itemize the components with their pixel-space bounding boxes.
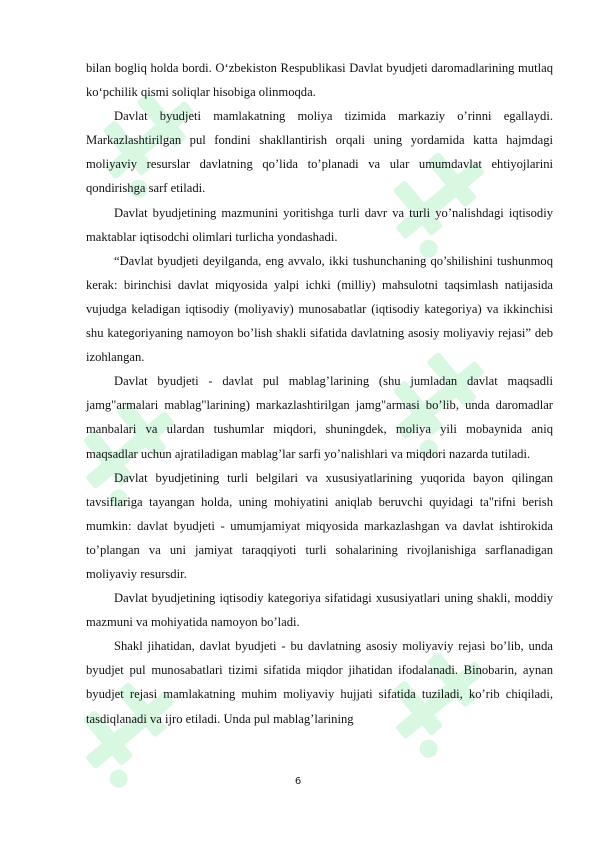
paragraph: Davlat byudjetining iqtisodiy kategoriya sifatidagi xususiyatlari uning shakli, moddiy mazmuni va mohiyatida namoyon bo’ladi.: [86, 591, 553, 630]
page-number: 6: [294, 776, 302, 787]
paragraph: “Davlat byudjeti deyilganda, eng avvalo, ikki tushunchaning qo’shilishini tushunmoq kerak: birinchisi davlat miqyosida yalpi ichki (milliy) mahsulotni taqsimlash natijasida vujudga keladigan iqtisodiy (moliyaviy) munosabatlar (iqtisodiy kategoriya) va ikkinchisi shu kategoriyaning namoyon bo’lish shakli sifatida davlatning asosiy moliyaviy rejasi” deb izohlangan.: [86, 253, 553, 365]
paragraph: Davlat byudjetining turli belgilari va xususiyatlarining yuqorida bayon qilingan tavsiflariga tayangan holda, uning mohiyatini aniqlab beruvchi quyidagi ta"rifni berish mumkin: davlat byudjeti - umumjamiyat miqyosida markazlashgan va davlat ishtirokida to’plangan va uni jamiyat taraqqiyoti turli sohalarining rivojlanishiga sarflanadigan moliyaviy resursdir.: [86, 470, 553, 581]
paragraph: bilan bogliq holda bordi. O‘zbekiston Respublikasi Davlat byudjeti daromadlarining mutlaq ko‘pchilik qismi soliqlar hisobiga olinmoqda.: [86, 61, 553, 100]
document-body: [86, 56, 553, 731]
paragraph: Davlat byudjeti mamlakatning moliya tizimida markaziy o’rinni egallaydi. Markazlashtirilgan pul fondini shakllantirish orqali uning yordamida katta hajmdagi moliyaviy resurslar davlatning qo’lida to’planadi va ular umumdavlat ehtiyojlarini qondirishga sarf etiladi.: [86, 109, 553, 196]
paragraph: Davlat byudjetining mazmunini yoritishga turli davr va turli yo’nalishdagi iqtisodiy maktablar iqtisodchi olimlari turlicha yondashadi.: [86, 205, 553, 244]
paragraph: Shakl jihatidan, davlat byudjeti - bu davlatning asosiy moliyaviy rejasi bo’lib, unda byudjet pul munosabatlari tizimi sifatida miqdor jihatidan ifodalanadi. Binobarin, aynan byudjet rejasi mamlakatning muhim moliyaviy hujjati sifatida tuziladi, ko’rib chiqiladi, tasdiqlanadi va ijro etiladi. Unda pul mablag’larining: [86, 639, 553, 726]
paragraph: Davlat byudjeti - davlat pul mablag’larining (shu jumladan davlat maqsadli jamg"armalari mablag"larining) markazlashtirilgan jamg"armasi bo’lib, unda daromadlar manbalari va ulardan tushumlar miqdori, shuningdek, moliya yili mobaynida aniq maqsadlar uchun ajratiladigan mablag’lar sarfi yo’nalishlari va miqdori nazarda tutiladi.: [86, 374, 553, 461]
